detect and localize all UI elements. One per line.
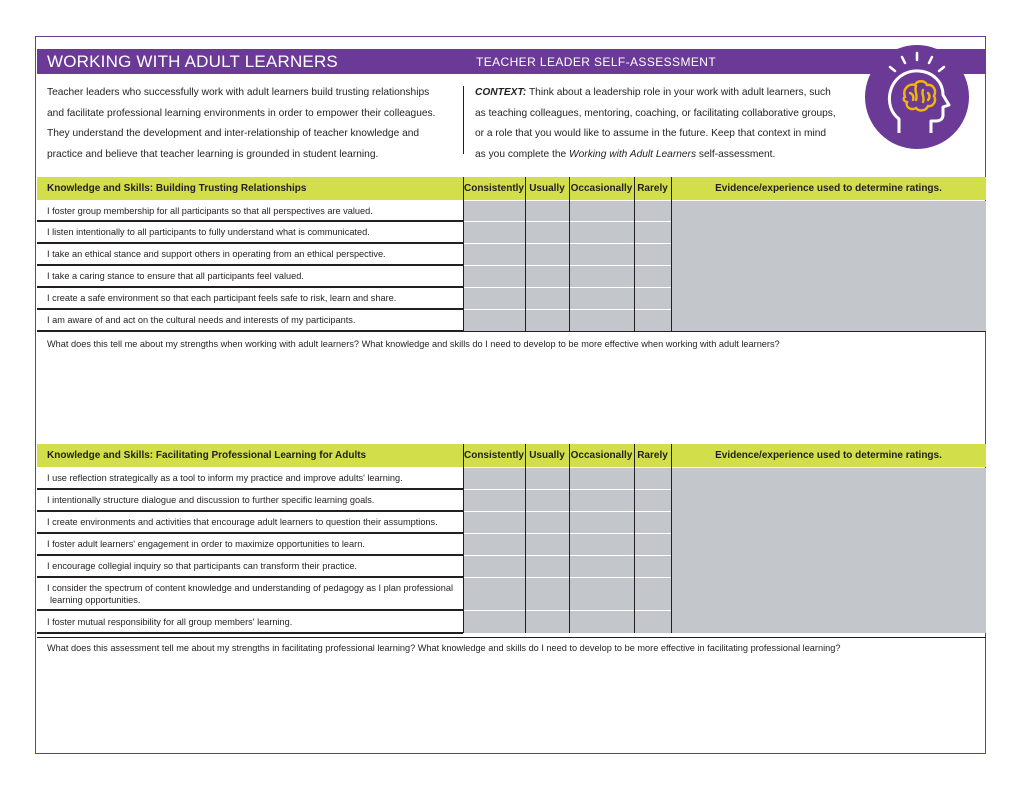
rating-cell-usually[interactable] (526, 310, 569, 331)
context-line1: Think about a leadership role in your work with adult learners, such (526, 87, 831, 98)
rating-cell-consistently[interactable] (464, 310, 525, 331)
row-text: I am aware of and act on the cultural needs and interests of my participants. (47, 315, 356, 325)
table-row (37, 489, 463, 511)
row-label (47, 314, 355, 326)
rating-cell-consistently[interactable] (464, 201, 525, 221)
rating-cell-rarely[interactable] (635, 266, 671, 287)
column-occasionally: Occasionally (570, 450, 633, 461)
row-label (47, 560, 357, 572)
column-divider (671, 444, 672, 633)
table-row (37, 577, 463, 610)
intro-line: They understand the development and inter-relationship of teacher knowledge and (47, 128, 420, 139)
row-text: I create a safe environment so that each participant feels safe to risk, learn and share. (47, 293, 397, 303)
rating-cell-occasionally[interactable] (570, 468, 634, 489)
rating-cell-usually[interactable] (526, 512, 569, 533)
context-line4 (475, 145, 855, 166)
table-row (37, 309, 463, 331)
rating-cell-usually[interactable] (526, 534, 569, 555)
context-label: CONTEXT: (475, 87, 527, 98)
row-divider (37, 632, 463, 634)
row-text: I foster group membership for all participants so that all perspectives are valued. (47, 205, 373, 216)
rating-cell-occasionally[interactable] (570, 534, 634, 555)
rating-cell-consistently[interactable] (464, 288, 525, 309)
rating-cell-usually[interactable] (526, 201, 569, 221)
rating-cell-consistently[interactable] (464, 222, 525, 243)
row-label (47, 270, 304, 282)
rating-cell-usually[interactable] (526, 222, 569, 243)
table-row (37, 265, 463, 287)
rating-cell-usually[interactable] (526, 288, 569, 309)
table-row (37, 555, 463, 577)
rating-cell-rarely[interactable] (635, 244, 671, 265)
column-divider (463, 177, 464, 331)
reflection-question-2: What does this assessment tell me about my strengths in facilitating professional learning? What knowledge and skills do I need to develop to be more effective in facilitating professional learning? (47, 643, 841, 653)
table-row (37, 243, 463, 265)
column-divider (525, 177, 526, 331)
rating-cell-occasionally[interactable] (570, 578, 634, 610)
rating-cell-consistently[interactable] (464, 611, 525, 633)
column-usually: Usually (529, 183, 565, 194)
row-label (47, 516, 438, 528)
rating-cell-consistently[interactable] (464, 266, 525, 287)
page-subtitle: TEACHER LEADER SELF-ASSESSMENT (476, 55, 717, 69)
rating-cell-usually[interactable] (526, 468, 569, 489)
context-line2: as teaching colleagues, mentoring, coaching, or facilitating collaborative groups, (475, 107, 836, 119)
rating-cell-usually[interactable] (526, 266, 569, 287)
context-line (475, 83, 855, 104)
rating-cell-consistently[interactable] (464, 534, 525, 555)
rating-cell-occasionally[interactable] (570, 201, 634, 221)
section-facilitating-learning (37, 444, 986, 638)
rating-cell-rarely[interactable] (635, 578, 671, 610)
table-row (37, 221, 463, 243)
row-label (47, 538, 365, 550)
reflection-question-1: What does this tell me about my strengths when working with adult learners? What knowledge and skills do I need to develop to be more effective when working with adult learners? (47, 339, 780, 349)
column-divider (671, 177, 672, 331)
row-text: I listen intentionally to all participants to fully understand what is communicated. (47, 227, 370, 237)
table-row (37, 200, 463, 221)
column-divider (634, 177, 635, 331)
column-divider (569, 444, 570, 633)
brain-head-icon (865, 45, 969, 149)
intro-divider (463, 86, 464, 154)
rating-cell-occasionally[interactable] (570, 222, 634, 243)
separator (37, 331, 986, 332)
column-divider (463, 444, 464, 633)
row-label (47, 494, 374, 506)
context-line3: or a role that you would like to assume in the future. Keep that context in mind (475, 128, 827, 139)
rating-cell-rarely[interactable] (635, 201, 671, 221)
row-label (47, 205, 373, 217)
rating-cell-usually[interactable] (526, 611, 569, 633)
row-text: I consider the spectrum of content knowledge and understanding of pedagogy as I plan professional (47, 582, 454, 593)
table-row (37, 511, 463, 533)
rating-cell-rarely[interactable] (635, 556, 671, 577)
rating-cell-consistently[interactable] (464, 468, 525, 489)
rating-cell-occasionally[interactable] (570, 512, 634, 533)
rating-cell-rarely[interactable] (635, 222, 671, 243)
row-label (47, 582, 453, 606)
page-title: WORKING WITH ADULT LEARNERS (47, 52, 338, 71)
table-row (37, 287, 463, 309)
column-evidence: Evidence/experience used to determine ratings. (715, 183, 942, 194)
rating-cell-usually[interactable] (526, 556, 569, 577)
row-text: I create environments and activities that encourage adult learners to question their assumptions. (47, 517, 438, 527)
evidence-field[interactable] (672, 201, 986, 331)
row-label (47, 292, 396, 304)
row-label (47, 472, 403, 484)
rating-cell-consistently[interactable] (464, 578, 525, 610)
intro-line: Teacher leaders who successfully work with adult learners build trusting relationships (47, 87, 430, 98)
rating-cell-consistently[interactable] (464, 512, 525, 533)
intro-line: and facilitate professional learning environments in order to empower their colleagues. (47, 107, 436, 119)
column-evidence: Evidence/experience used to determine ratings. (715, 450, 942, 461)
row-text: I intentionally structure dialogue and discussion to further specific learning goals. (47, 495, 375, 505)
rating-cell-occasionally[interactable] (570, 288, 634, 309)
section-trusting-relationships (37, 177, 986, 332)
row-text: I foster mutual responsibility for all group members' learning. (47, 616, 293, 627)
column-usually: Usually (529, 450, 565, 461)
row-text: I take a caring stance to ensure that all participants feel valued. (47, 271, 304, 281)
row-text: I foster adult learners' engagement in order to maximize opportunities to learn. (47, 539, 365, 549)
context-text (475, 83, 855, 165)
rating-cell-rarely[interactable] (635, 490, 671, 511)
row-text: I use reflection strategically as a tool to inform my practice and improve adults' learning. (47, 473, 403, 483)
rating-cell-rarely[interactable] (635, 512, 671, 533)
intro-line: practice and believe that teacher learning is grounded in student learning. (47, 148, 379, 160)
table-row (37, 467, 463, 489)
rating-cell-rarely[interactable] (635, 288, 671, 309)
rating-cell-rarely[interactable] (635, 611, 671, 633)
separator (37, 637, 986, 638)
context-line4b: self-assessment. (696, 148, 776, 160)
column-divider (634, 444, 635, 633)
table-row (37, 610, 463, 633)
row-label (47, 248, 386, 260)
section-heading: Knowledge and Skills: Building Trusting Relationships (47, 183, 307, 194)
column-rarely: Rarely (637, 450, 668, 461)
column-occasionally: Occasionally (570, 183, 633, 194)
column-rarely: Rarely (637, 183, 668, 194)
column-divider (525, 444, 526, 633)
rating-cell-consistently[interactable] (464, 490, 525, 511)
rating-cell-occasionally[interactable] (570, 244, 634, 265)
row-text: I encourage collegial inquiry so that participants can transform their practice. (47, 561, 357, 571)
row-label (47, 616, 292, 628)
rating-cell-occasionally[interactable] (570, 490, 634, 511)
rating-cell-usually[interactable] (526, 578, 569, 610)
rating-cell-rarely[interactable] (635, 468, 671, 489)
rating-cell-occasionally[interactable] (570, 266, 634, 287)
intro-text (47, 83, 462, 165)
rating-cell-occasionally[interactable] (570, 611, 634, 633)
column-divider (569, 177, 570, 331)
rating-cell-usually[interactable] (526, 490, 569, 511)
logo (865, 45, 969, 149)
table-row (37, 533, 463, 555)
rating-cell-occasionally[interactable] (570, 310, 634, 331)
row-label (47, 226, 370, 238)
rating-cell-consistently[interactable] (464, 244, 525, 265)
evidence-field[interactable] (672, 468, 986, 633)
context-italic: Working with Adult Learners (569, 148, 697, 160)
row-text-continued: learning opportunities. (50, 594, 141, 605)
context-line4a: as you complete the (475, 148, 570, 160)
rating-cell-consistently[interactable] (464, 556, 525, 577)
row-text: I take an ethical stance and support others in operating from an ethical perspective. (47, 249, 386, 259)
rating-cell-rarely[interactable] (635, 310, 671, 331)
rating-cell-usually[interactable] (526, 244, 569, 265)
section-heading: Knowledge and Skills: Facilitating Professional Learning for Adults (47, 450, 367, 461)
column-consistently: Consistently (463, 450, 524, 461)
column-consistently: Consistently (463, 183, 524, 194)
rating-cell-rarely[interactable] (635, 534, 671, 555)
rating-cell-occasionally[interactable] (570, 556, 634, 577)
